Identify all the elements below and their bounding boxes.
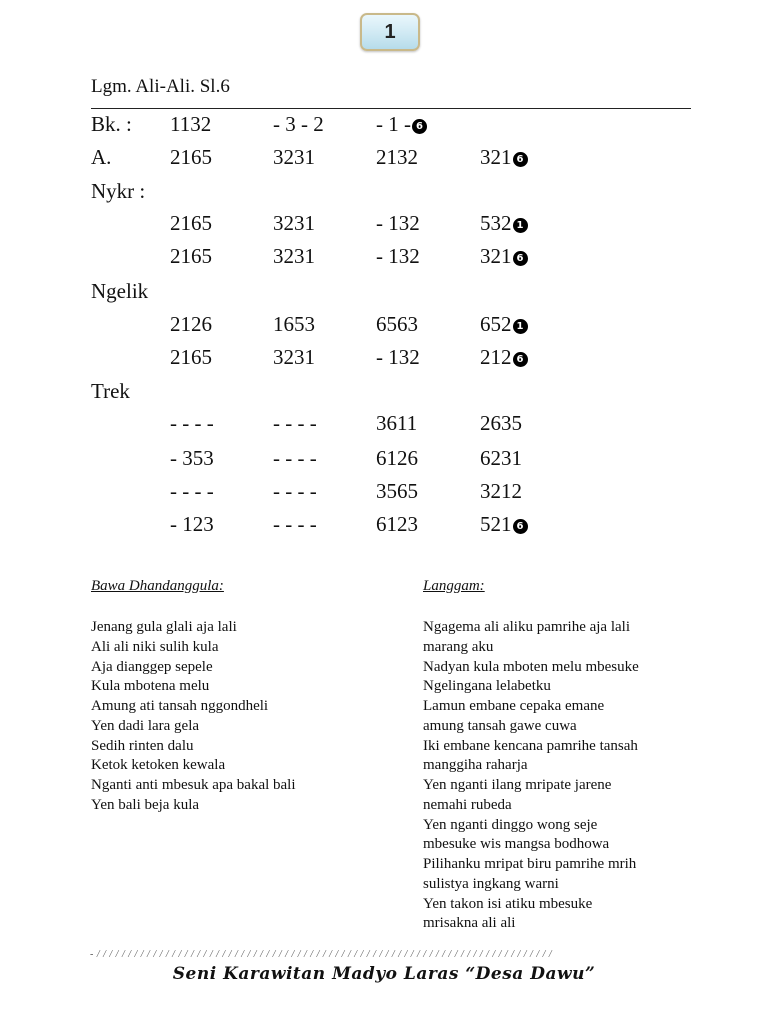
notation-cell [273,312,315,337]
notation-cell [273,145,315,170]
notation-cell [273,244,315,269]
notation-cell [170,244,212,269]
gong-note-marker: 6 [412,119,427,134]
notation-row [0,244,768,274]
section-label: Bk. : [91,112,132,136]
notation-cell [170,345,212,370]
lyric-line: nemahi rubeda [423,796,512,813]
lyric-line: Aja dianggep sepele [91,658,213,675]
gong-note-marker: 6 [513,152,528,167]
notation-cell-text: - - - - [273,479,317,503]
gong-note-marker: 6 [513,519,528,534]
notation-cell-text: 2132 [376,145,418,169]
langgam-lyrics [423,618,639,934]
notation-cell [170,446,214,471]
notation-cell [273,411,317,436]
notation-row [0,512,768,542]
lyric-line: Kula mbotena melu [91,678,210,695]
notation-cell-text: 2165 [170,145,212,169]
lyric-line: Nganti anti mbesuk apa bakal bali [91,777,296,793]
notation-cell [480,345,528,370]
notation-cell [480,244,528,269]
langgam-heading: Langgam: [423,578,485,594]
notation-cell-text: - 132 [376,211,420,235]
notation-row [0,411,768,441]
notation-cell [273,512,317,537]
lyric-line: Amung ati tansah nggondheli [91,698,269,714]
notation-cell [376,112,427,137]
notation-cell [170,145,212,170]
lyric-line: Ngagema ali aliku pamrihe aja lali [423,619,630,635]
notation-row [0,279,768,309]
notation-cell [273,446,317,471]
gong-note-marker: 1 [513,218,528,233]
lyric-line: Sedih rinten dalu [91,737,194,754]
gong-note-marker: 6 [513,352,528,367]
notation-cell-text: - 123 [170,512,214,536]
notation-cell-text: - - - - [170,479,214,503]
notation-row [0,379,768,409]
notation-row [0,112,768,142]
notation-cell [170,312,212,337]
lyric-line: Yen dadi lara gela [91,717,200,734]
notation-cell [170,112,211,137]
notation-cell-text: 3611 [376,411,418,435]
lyric-line: Yen bali beja kula [91,796,200,813]
title-underline [91,108,691,109]
notation-cell [273,112,324,137]
lyric-line: Ketok ketoken kewala [91,757,226,774]
notation-cell-text: 6123 [376,512,418,536]
notation-cell [376,411,417,436]
lyric-line: Ngelingana lelabetku [423,678,551,695]
notation-cell-text: 2165 [170,244,212,268]
footer-divider: - / / / / / / / / / / / / / / / / / / / / / / / / / / / / / / / / / / / / / / / / / / / / / / / / / / / / / / / / / / / / / / / / / / / / / / / / / [90,950,553,960]
notation-cell-text: 532 [480,211,512,235]
page-number-badge [360,13,420,51]
notation-row [0,211,768,241]
notation-cell-text: 3565 [376,479,418,503]
notation-cell [170,411,214,436]
notation-cell-text: 3231 [273,211,315,235]
notation-cell [376,145,418,170]
notation-cell [376,479,418,504]
notation-row [0,345,768,375]
notation-cell-text: 2126 [170,312,212,336]
notation-cell-text: 2165 [170,345,212,369]
lyric-line: Yen takon isi atiku mbesuke [423,895,593,912]
section-label: Nykr : [91,179,146,203]
notation-cell [376,244,420,269]
notation-cell [170,211,212,236]
notation-cell-text: 3212 [480,479,522,503]
lyric-line: manggiha raharja [423,757,528,774]
notation-cell [376,312,418,337]
notation-cell-text: - 353 [170,446,214,470]
bawa-lyrics [91,618,296,816]
notation-cell [273,479,317,504]
notation-cell [480,211,528,236]
notation-cell [376,211,420,236]
notation-cell [480,512,528,537]
notation-cell-text: 3231 [273,244,315,268]
notation-cell-text: 521 [480,512,512,536]
gong-note-marker: 6 [513,251,528,266]
page-number: 1 [384,20,396,43]
notation-cell-text: 3231 [273,345,315,369]
notation-cell [170,479,214,504]
notation-cell-text: - 3 - 2 [273,112,324,136]
notation-cell-text: 6563 [376,312,418,336]
notation-cell-text: 2635 [480,411,522,435]
lyric-line: amung tansah gawe cuwa [423,717,577,734]
notation-cell-text: - 132 [376,345,420,369]
lyric-line: marang aku [423,638,494,655]
notation-cell-text: - - - - [170,411,214,435]
notation-cell [480,446,522,471]
notation-cell [273,345,315,370]
notation-row [0,312,768,342]
notation-cell [376,345,420,370]
lyric-line: mrisakna ali ali [423,915,516,932]
notation-cell-text: - 132 [376,244,420,268]
lyric-line: Lamun embane cepaka emane [423,698,605,714]
song-title: Lgm. Ali-Ali. Sl.6 [91,76,230,97]
section-label: Ngelik [91,279,149,303]
lyric-line: Jenang gula glali aja lali [91,619,237,635]
notation-cell-text: 2165 [170,211,212,235]
notation-cell-text: 3231 [273,145,315,169]
notation-cell [273,211,315,236]
notation-cell-text: - - - - [273,512,317,536]
notation-cell-text: 652 [480,312,512,336]
lyric-line: sulistya ingkang warni [423,875,559,892]
lyric-line: Iki embane kencana pamrihe tansah [423,737,638,754]
notation-cell-text: - - - - [273,446,317,470]
notation-row [0,145,768,175]
lyric-line: Nadyan kula mboten melu mbesuke [423,658,639,675]
gong-note-marker: 1 [513,319,528,334]
notation-cell [480,479,522,504]
section-label: Trek [91,379,130,403]
notation-cell-text: - 1 - [376,112,411,136]
notation-cell-text: 212 [480,345,512,369]
notation-row [0,446,768,476]
notation-cell [480,312,528,337]
notation-cell [480,145,528,170]
notation-cell-text: 321 [480,244,512,268]
notation-row [0,479,768,509]
notation-cell-text: 1653 [273,312,315,336]
notation-cell-text: 6231 [480,446,522,470]
notation-cell-text: 1132 [170,112,212,136]
notation-cell [376,512,418,537]
bawa-heading: Bawa Dhandanggula: [91,578,224,594]
notation-cell [376,446,418,471]
lyric-line: mbesuke wis mangsa bodhowa [423,836,610,853]
lyric-line: Yen nganti ilang mripate jarene [423,777,612,793]
notation-cell [480,411,522,436]
section-label: A. [91,145,112,169]
lyric-line: Pilihanku mripat biru pamrihe mrih [423,856,637,872]
lyric-line: Ali ali niki sulih kula [91,638,219,655]
notation-cell-text: 6126 [376,446,418,470]
lyric-line: Yen nganti dinggo wong seje [423,816,598,833]
notation-cell-text: 321 [480,145,512,169]
notation-row [0,179,768,209]
notation-cell [170,512,214,537]
notation-cell-text: - - - - [273,411,317,435]
footer-text: Seni Karawitan Madyo Laras “Desa Dawu” [172,964,596,984]
